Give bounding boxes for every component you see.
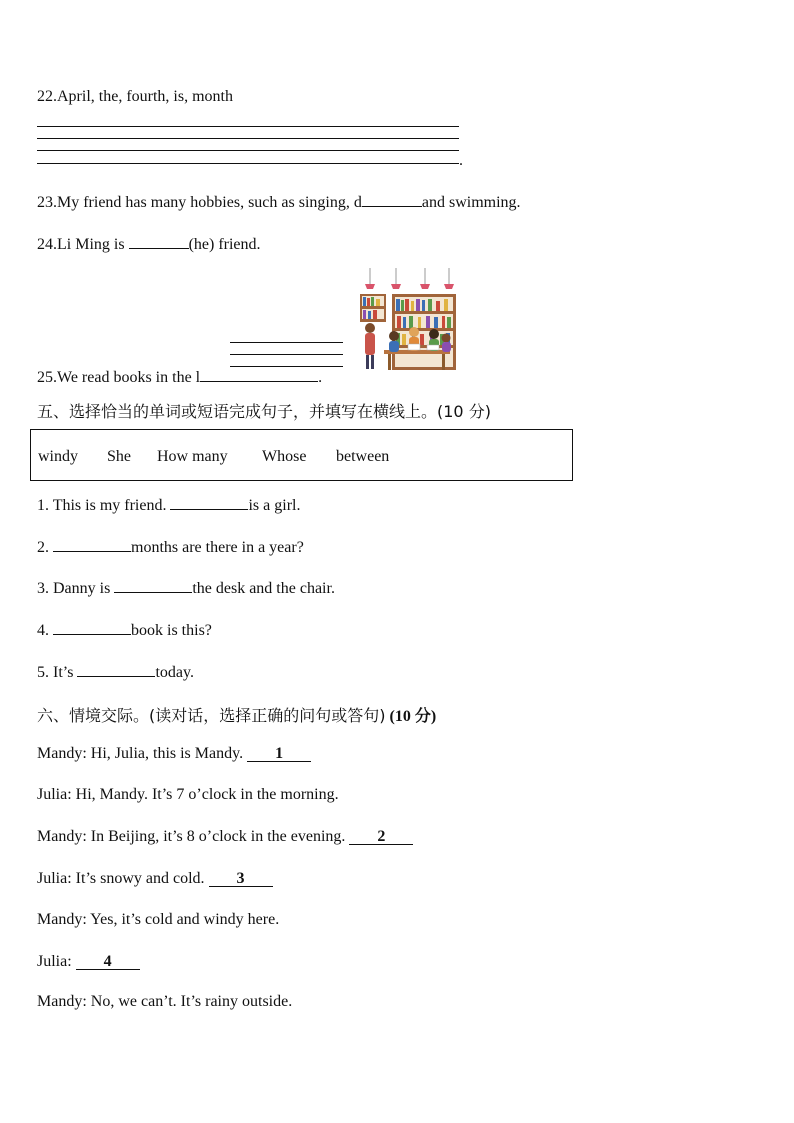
section-5-item xyxy=(37,537,304,557)
section-6-heading-text: 六、情境交际。(读对话，选择正确的问句或答句) xyxy=(37,706,386,725)
answer-line xyxy=(37,126,459,127)
question-22 xyxy=(37,88,233,106)
fill-blank[interactable] xyxy=(53,537,131,552)
fill-blank[interactable] xyxy=(170,495,248,510)
item-text: today. xyxy=(155,664,194,681)
item-text: book is this? xyxy=(131,622,212,639)
end-punctuation: . xyxy=(459,152,463,169)
numbered-blank[interactable]: 2 xyxy=(349,829,413,845)
item-text: 3. Danny is xyxy=(37,580,115,597)
standing-girl xyxy=(365,323,375,369)
item-text: 1. This is my friend. xyxy=(37,497,171,514)
item-text: the desk and the chair. xyxy=(192,580,335,597)
question-24 xyxy=(37,234,261,254)
word-bank-box xyxy=(30,429,573,481)
answer-line xyxy=(37,163,459,164)
section-6-score: (10 分) xyxy=(389,708,437,725)
dialogue-text: Mandy: Yes, it’s cold and windy here. xyxy=(37,911,280,928)
fill-blank[interactable] xyxy=(53,620,131,635)
question-23-after: and swimming. xyxy=(421,194,521,211)
question-23-before: 23.My friend has many hobbies, such as singing, d xyxy=(37,194,362,211)
item-text: 4. xyxy=(37,622,53,639)
answer-line xyxy=(37,138,459,139)
dialogue-text: Mandy: No, we can’t. It’s rainy outside. xyxy=(37,993,293,1010)
item-text: is a girl. xyxy=(248,497,301,514)
word-bank-item: windy xyxy=(38,448,78,465)
dialogue-text: Julia: It’s snowy and cold. xyxy=(37,870,209,887)
section-6-heading xyxy=(37,703,436,726)
fill-blank[interactable] xyxy=(77,662,155,677)
item-text: 2. xyxy=(37,539,53,556)
question-25-before: 25.We read books in the l xyxy=(37,369,201,386)
dialogue-line xyxy=(37,745,311,763)
section-5-item xyxy=(37,495,300,515)
fill-blank[interactable] xyxy=(200,367,318,382)
item-text: 5. It’s xyxy=(37,664,78,681)
section-5-heading: 五、选择恰当的单词或短语完成句子，并填写在横线上。(10 分) xyxy=(37,402,491,421)
word-bank-item: between xyxy=(336,448,390,465)
question-22-text: 22.April, the, fourth, is, month xyxy=(37,88,233,105)
dialogue-line xyxy=(37,911,279,929)
question-24-before: 24.Li Ming is xyxy=(37,236,129,253)
answer-line xyxy=(230,354,343,355)
numbered-blank[interactable]: 4 xyxy=(76,954,140,970)
item-text: months are there in a year? xyxy=(131,539,304,556)
word-bank-item: Whose xyxy=(262,448,307,465)
fill-blank[interactable] xyxy=(362,192,422,207)
fill-blank[interactable] xyxy=(129,234,189,249)
dialogue-text: Julia: xyxy=(37,953,76,970)
answer-line xyxy=(37,150,459,151)
dialogue-line xyxy=(37,953,140,971)
dialogue-line xyxy=(37,828,413,846)
numbered-blank[interactable]: 3 xyxy=(209,871,273,887)
answer-line xyxy=(230,342,343,343)
dialogue-text: Julia: Hi, Mandy. It’s 7 o’clock in the morning. xyxy=(37,786,339,803)
dialogue-line xyxy=(37,786,339,804)
question-24-after: (he) friend. xyxy=(188,236,261,253)
library-illustration xyxy=(356,268,460,374)
dialogue-line xyxy=(37,870,273,888)
ceiling-lamps xyxy=(370,268,449,284)
word-bank-item: How many xyxy=(157,448,228,465)
section-5-item xyxy=(37,578,335,598)
dialogue-text: Mandy: Hi, Julia, this is Mandy. xyxy=(37,745,248,762)
question-23 xyxy=(37,192,521,212)
section-5-item xyxy=(37,620,212,640)
section-5-item xyxy=(37,662,194,682)
numbered-blank[interactable]: 1 xyxy=(247,746,311,762)
dialogue-text: Mandy: In Beijing, it’s 8 o’clock in the evening. xyxy=(37,828,350,845)
dialogue-line xyxy=(37,993,292,1011)
question-25-after: . xyxy=(318,369,323,386)
word-bank-item: She xyxy=(107,448,131,465)
question-25 xyxy=(37,367,322,387)
fill-blank[interactable] xyxy=(114,578,192,593)
